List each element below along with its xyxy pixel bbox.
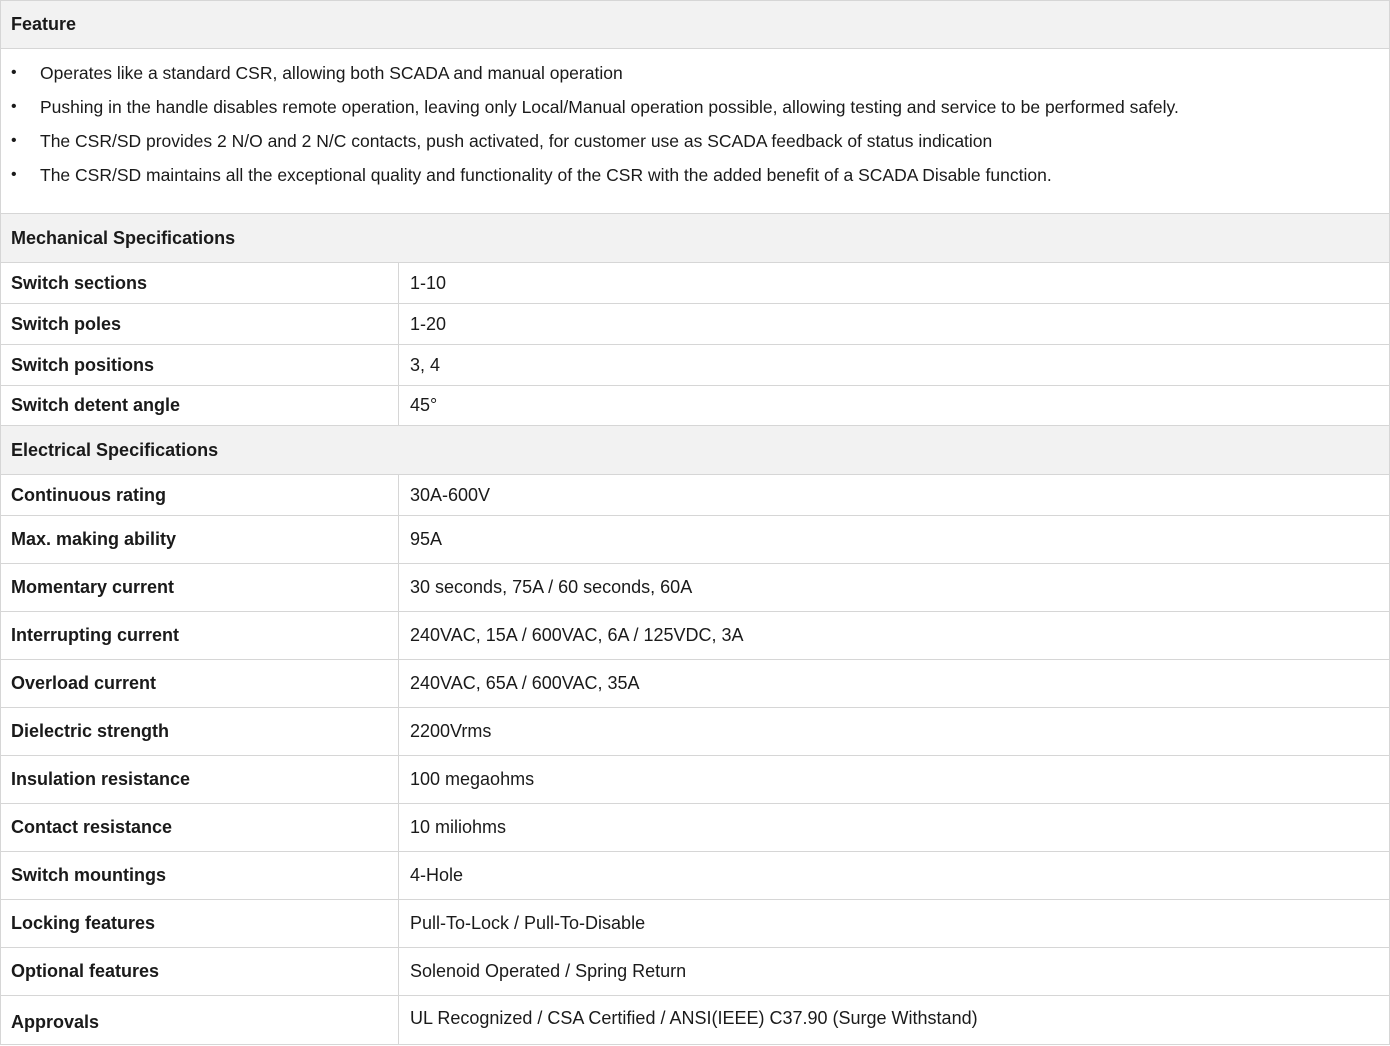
row-label: Insulation resistance [1,756,399,803]
feature-title: Feature [11,14,77,34]
row-value: Solenoid Operated / Spring Return [410,961,687,981]
table-row [1,475,1389,516]
row-label: Switch poles [1,304,399,344]
row-label: Overload current [1,660,399,707]
bullet-icon: • [11,132,17,149]
row-label: Max. making ability [1,516,399,563]
mechanical-title: Mechanical Specifications [11,227,236,248]
feature-item [1,124,1389,158]
feature-text: Pushing in the handle disables remote operation, leaving only Local/Manual operation possible, allowing testing and service to be performed safely. [40,96,1179,117]
electrical-title: Electrical Specifications [11,439,219,460]
bullet-icon: • [11,64,17,81]
table-row [1,263,1389,304]
row-value: 45° [410,395,438,415]
row-label: Optional features [1,948,399,995]
row-value: 30 seconds, 75A / 60 seconds, 60A [410,577,693,597]
row-label: Switch sections [1,263,399,303]
table-row [1,304,1389,345]
row-value: 240VAC, 65A / 600VAC, 35A [410,673,640,693]
row-label: Locking features [1,900,399,947]
row-value: 2200Vrms [410,721,492,741]
row-value: 240VAC, 15A / 600VAC, 6A / 125VDC, 3A [410,625,744,645]
table-row [1,948,1389,996]
row-label: Contact resistance [1,804,399,851]
row-label: Dielectric strength [1,708,399,755]
feature-item [1,158,1389,192]
row-label: Momentary current [1,564,399,611]
feature-text: Operates like a standard CSR, allowing both SCADA and manual operation [40,62,623,83]
row-value: 95A [410,529,443,549]
table-row [1,996,1389,1044]
mechanical-header [1,214,1389,263]
row-label: Approvals [1,996,399,1044]
feature-header [1,1,1389,49]
table-row [1,708,1389,756]
table-row [1,660,1389,708]
table-row [1,804,1389,852]
electrical-header [1,426,1389,475]
table-row [1,564,1389,612]
row-value: UL Recognized / CSA Certified / ANSI(IEEE) C37.90 (Surge Withstand) [410,1007,978,1028]
row-label: Continuous rating [1,475,399,515]
bullet-icon: • [11,98,17,115]
row-label: Switch mountings [1,852,399,899]
table-row [1,900,1389,948]
table-row [1,386,1389,426]
table-row [1,612,1389,660]
row-value: 1-20 [410,313,447,334]
row-value: 1-10 [410,272,447,293]
row-label: Switch detent angle [1,386,399,425]
row-value: 3, 4 [410,354,441,375]
feature-item [1,90,1389,124]
row-value: 30A-600V [410,484,491,505]
row-value: 100 megaohms [410,769,535,789]
row-value: 4-Hole [410,865,464,885]
table-row [1,852,1389,900]
feature-list [1,49,1389,214]
row-value: 10 miliohms [410,817,507,837]
row-value: Pull-To-Lock / Pull-To-Disable [410,913,646,933]
table-row [1,756,1389,804]
feature-item [1,56,1389,90]
bullet-icon: • [11,166,17,183]
feature-text: The CSR/SD maintains all the exceptional quality and functionality of the CSR with the added benefit of a SCADA Disable function. [40,164,1052,185]
table-row [1,345,1389,386]
table-row [1,516,1389,564]
feature-text: The CSR/SD provides 2 N/O and 2 N/C contacts, push activated, for customer use as SCADA feedback of status indication [40,130,993,151]
row-label: Switch positions [1,345,399,385]
row-label: Interrupting current [1,612,399,659]
